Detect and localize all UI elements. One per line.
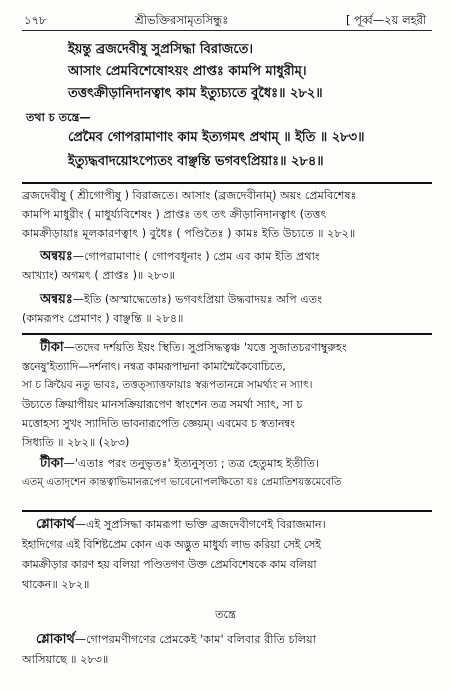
verse-282-line-2: আসাং প্রেমবিশেষোঽয়ং প্রাপ্তঃ কামপি মাধুরীম্। [68, 64, 307, 79]
tika-2-line-2: এতম্ এতাদৃশেন কান্তত্বাভিমানরূপেণ ভাবেনোপলক্ষিতো যঃ প্রেমাতিশয়স্তমেবেতি [22, 477, 342, 488]
tika-1 [40, 340, 347, 355]
page-header [0, 10, 451, 30]
anvaya-283 [40, 249, 320, 264]
section-rule-2 [22, 333, 432, 335]
anvaya-283-line-1: —গোপরামাণাং ( গোপবধূনাং ) প্রেম এব কাম ইতি প্রথাং [72, 250, 320, 263]
tika-1-line-2: স্তনেষু'ইত্যাদি—দর্শনাৎ। নন্বত্র কামরূপাদ্মনা কামান্মৈকৈবোচিতে, [22, 360, 286, 373]
header-rule [22, 30, 432, 31]
section-rule-1 [22, 182, 432, 184]
tika-2 [40, 456, 319, 471]
verse-282-line-1: ইয়ন্তু ব্রজদেবীষু সুপ্রসিদ্ধা বিরাজতে। [68, 42, 254, 57]
commentary-line-3: কামক্রীড়ায়াঃ মূলকারণত্বাৎ ) বুধৈঃ ( পণ্ডিতৈঃ ) কামঃ ইতি উচ্যতে ॥ ২৮২॥ [22, 227, 356, 240]
tika-1-line-5: মত্তোহস্য সুখং স্যাদিতি ভাবনারূপেতি জ্ঞেয়ম্। এবমেব চ স্বতানন্বং [22, 417, 295, 430]
anvaya-284-line-2: (কামরূপং প্রেমাণং ) বাঞ্ছন্তি ॥ ২৮৪॥ [22, 312, 184, 325]
shlokartha-282-line-4: থাকেন॥ ২৮২॥ [22, 578, 90, 591]
shlokartha-282-line-1: —এই সুপ্রসিদ্ধা কামরূপা ভক্তি ব্রজদেবীগণেই বিরাজমান। [74, 518, 326, 531]
tika-2-line-1: —'এতাঃ পরং তনুভৃতঃ' ইত্যনুসৃত্য ; তত্র হেতুমাহ ইতীতি। [63, 457, 320, 470]
anvaya-label: অন্বয়ঃ [40, 249, 73, 264]
verse-282-line-3: তত্তৎক্রীড়ানিদানত্বাৎ কাম ইত্যুচ্যতে বুধৈঃ॥ ২৮২॥ [68, 86, 323, 101]
tika-1-line-4: উচ্যতে ক্রিয়াপীয়ং মানসক্রিয়ারূপেণ স্বাংশেন তত্র সমর্থা স্যাৎ, সা চ [22, 398, 303, 411]
tika-label: টীকা [40, 456, 64, 471]
verse-284: ইত্যুদ্ধবাদয়োঽপ্যেতং বাঞ্ছন্তি ভগবৎপ্রিয়াঃ॥ ২৮৪॥ [68, 154, 324, 169]
shlokartha-283-line-2: আসিয়াছে ॥ ২৮৩॥ [22, 653, 109, 666]
page-number: ১৭৮ [24, 13, 47, 27]
shlokartha-283 [36, 632, 316, 647]
tika-label: টীকা [40, 340, 64, 355]
commentary-line-1: ব্রজদেবীষু ( শ্রীগোপীষু ) বিরাজতে। আসাং (ব্রজদেবীনাম্) অয়ং প্রেমবিশেষঃ [22, 189, 357, 202]
anvaya-284 [40, 292, 322, 307]
shlokartha-label: শ্লোকার্থ [36, 517, 75, 532]
chapter-marker: [ পূর্ব্ব—২য় লহরী [346, 13, 427, 27]
shlokartha-282-line-2: ইহাদিগের এই বিশিষ্টপ্রেম কোন এক অদ্ভুত মাধুর্য্য লাভ করিয়া সেই সেই [22, 538, 321, 551]
tika-1-line-3: সা চ ক্রিয়ৈব নতু ভাবঃ, তত্তত্স্যাত্তফায়াঃ স্বরূপতানন্নে সামর্থ্যং ন স্যাৎ। [22, 379, 313, 391]
tantra-intro: তথা চ তন্ত্রে— [26, 111, 91, 124]
tika-1-line-6: সিধ্যতি ॥ ২৮২॥ (২৮৩) [22, 436, 130, 449]
section-rule-3 [22, 510, 432, 512]
shlokartha-282-line-3: কামক্রীড়ার কারণ হয় বলিয়া পণ্ডিতগণ উক্ত প্রেমবিশেষকে কাম বলিয়া [22, 558, 317, 571]
anvaya-284-line-1: —ইতি (অস্মাদ্ধেতোঃ) ভগবৎপ্রিয়া উদ্ধবাদয়ঃ অপি এতং [72, 293, 323, 306]
shlokartha-label: শ্লোকার্থ [36, 632, 75, 647]
verse-283: প্রেমৈব গোপরামাণাং কাম ইত্যগমৎ প্রথাম্ ॥ ইতি ॥ ২৮৩॥ [68, 130, 365, 145]
shlokartha-282 [36, 517, 326, 532]
anvaya-283-line-2: আখ্যাং) অগমৎ ( প্রাপ্তঃ )॥ ২৮৩॥ [22, 269, 176, 282]
tika-1-line-1: —তদেব দর্শয়তি ইয়ং স্থিতি। সুপ্রসিদ্ধত্বঞ্চ 'যত্তে সুজাতচরণাম্বুরুহং [63, 341, 347, 354]
running-title: শ্রীভক্তিরসামৃতসিন্ধুঃ [135, 13, 229, 27]
anvaya-label: অন্বয়ঃ [40, 292, 73, 307]
shlokartha-283-line-1: —গোপরমণীগণের প্রেমকেই 'কাম' বলিবার রীতি চলিয়া [74, 633, 317, 646]
tantra-heading: তন্ত্রে [215, 608, 236, 621]
commentary-line-2: কামপি মাধুরীং ( মাধুর্য্যবিশেষং ) প্রাপ্তঃ তৎ তৎ ক্রীড়ানিদানত্বাৎ (তত্তৎ [22, 208, 327, 221]
